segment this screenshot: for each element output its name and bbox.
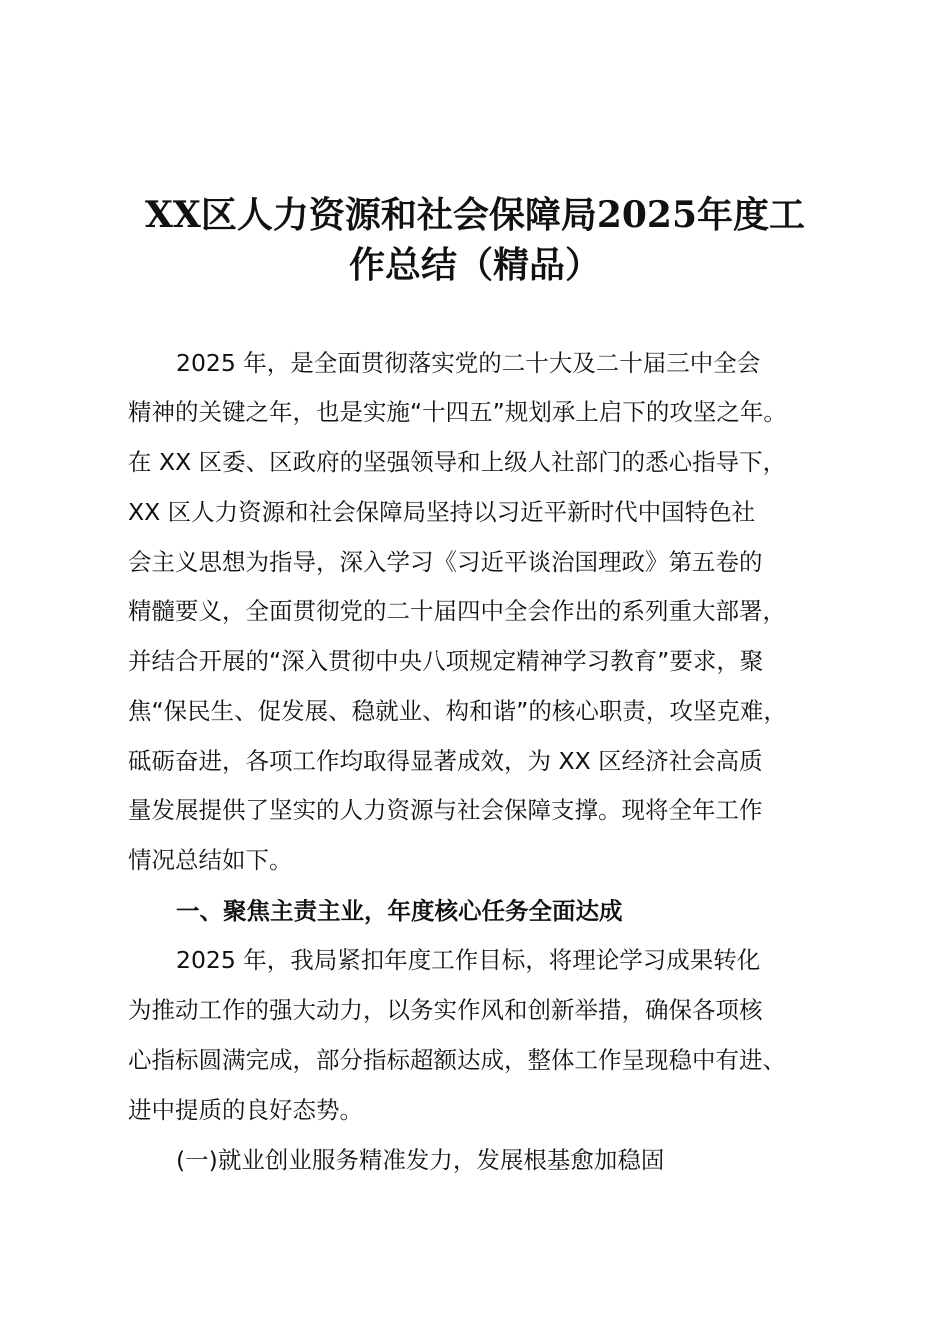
text-line: 会主义思想为指导，深入学习《习近平谈治国理政》第五卷的: [128, 548, 763, 576]
text-line: 为推动工作的强大动力，以务实作风和创新举措，确保各项核: [128, 996, 763, 1024]
title-line: XX区人力资源和社会保障局2025年度工: [144, 194, 806, 236]
text-line: 情况总结如下。: [128, 846, 293, 874]
text-line: 心指标圆满完成，部分指标超额达成，整体工作呈现稳中有进、: [128, 1046, 786, 1074]
section-heading: 一、聚焦主责主业，年度核心任务全面达成: [176, 897, 623, 925]
text-line: 2025 年，我局紧扣年度工作目标，将理论学习成果转化: [176, 946, 761, 974]
text-line: XX 区人力资源和社会保障局坚持以习近平新时代中国特色社: [128, 498, 756, 526]
text-line: 2025 年，是全面贯彻落实党的二十大及二十届三中全会: [176, 349, 761, 377]
text-line: 精髓要义，全面贯彻党的二十届四中全会作出的系列重大部署，: [128, 597, 786, 625]
text-line: 进中提质的良好态势。: [128, 1096, 363, 1124]
text-line: 量发展提供了坚实的人力资源与社会保障支撑。现将全年工作: [128, 796, 763, 824]
text-line: 并结合开展的“深入贯彻中央八项规定精神学习教育”要求，聚: [128, 647, 764, 675]
text-line: 在 XX 区委、区政府的坚强领导和上级人社部门的悉心指导下，: [128, 448, 787, 476]
text-line: 精神的关键之年，也是实施“十四五”规划承上启下的攻坚之年。: [128, 398, 787, 426]
text-line: 焦“保民生、促发展、稳就业、构和谐”的核心职责，攻坚克难，: [128, 697, 787, 725]
text-line: 砥砺奋进，各项工作均取得显著成效，为 XX 区经济社会高质: [128, 747, 763, 775]
subsection-heading: (一)就业创业服务精准发力，发展根基愈加稳固: [176, 1146, 665, 1174]
title-line: 作总结（精品）: [348, 244, 601, 286]
